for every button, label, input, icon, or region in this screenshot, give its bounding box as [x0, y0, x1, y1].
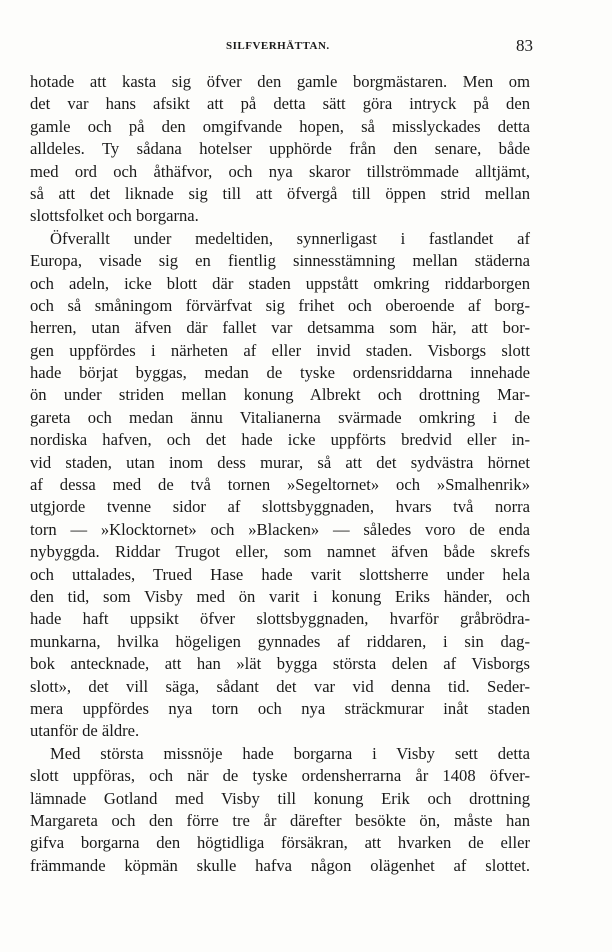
text-line: med ord och åthäfvor, och nya skaror tillströmmade alltjämt, — [30, 161, 530, 181]
text-line: slott», det vill säga, sådant det var vid denna tid. Seder- — [30, 676, 530, 696]
body-text — [30, 71, 530, 877]
text-line: gifva borgarna den högtidliga försäkran, att hvarken de eller — [30, 833, 530, 853]
text-line: hade haft uppsikt öfver slottsbyggnaden, hvarför gråbrödra- — [30, 609, 530, 629]
running-title: SILFVERHÄTTAN. — [226, 40, 330, 52]
text-line: nordiska hafven, och det hade icke uppförts bredvid eller in- — [30, 430, 530, 450]
text-line: vid staden, utan inom dess murar, så att det sydvästra hörnet — [30, 452, 530, 472]
text-line: gareta och medan ännu Vitalianerna svärmade omkring i de — [30, 407, 530, 427]
text-line: Öfverallt under medeltiden, synnerligast i fastlandet af — [50, 228, 530, 248]
text-line: Margareta och den förre tre år därefter besökte ön, måste han — [30, 810, 530, 830]
text-line: ön under striden mellan konung Albrekt och drottning Mar- — [30, 385, 530, 405]
text-line: hade börjat byggas, medan de tyske ordensriddarna innehade — [30, 363, 530, 383]
text-line: bok antecknade, att han »lät bygga största delen af Visborgs — [30, 654, 530, 674]
page-header — [30, 36, 533, 58]
text-line: alldeles. Ty sådana hotelser upphörde från den senare, både — [30, 139, 530, 159]
text-line: af dessa med de två tornen »Segeltornet» och »Smalhenrik» — [30, 475, 530, 495]
text-line: främmande köpmän skulle hafva någon olägenhet af slottet. — [30, 855, 530, 875]
text-line: Europa, visade sig en fientlig sinnesstämning mellan städerna — [30, 251, 530, 271]
text-line: slott uppföras, och när de tyske ordensherrarna år 1408 öfver- — [30, 766, 530, 786]
text-line: Med största missnöje hade borgarna i Visby sett detta — [50, 743, 530, 763]
text-line: så att det liknade sig till att öfvergå till öppen strid mellan — [30, 183, 530, 203]
text-line: gamle och på den omgifvande hopen, så misslyckades detta — [30, 116, 530, 136]
text-line: nybyggda. Riddar Trugot eller, som namnet äfven både skrefs — [30, 542, 530, 562]
text-line: och adeln, icke blott där staden uppstått omkring riddarborgen — [30, 273, 530, 293]
text-line: herren, utan äfven där fallet var detsamma som här, att bor- — [30, 318, 530, 338]
text-line: torn — »Klocktornet» och »Blacken» — således voro de enda — [30, 519, 530, 539]
text-line: och uttalades, Trued Hase hade varit slottsherre under hela — [30, 564, 530, 584]
text-line: utgjorde tvenne sidor af slottsbyggnaden, hvars två norra — [30, 497, 530, 517]
text-line: det var hans afsikt att på detta sätt göra intryck på den — [30, 94, 530, 114]
text-line: gen uppfördes i närheten af eller invid staden. Visborgs slott — [30, 340, 530, 360]
text-line: slottsfolket och borgarna. — [30, 206, 199, 226]
text-line: den tid, som Visby med ön varit i konung Eriks händer, och — [30, 586, 530, 606]
text-line: mera uppfördes nya torn och nya sträckmurar inåt staden — [30, 698, 530, 718]
text-line: munkarna, hvilka högeligen gynnades af riddaren, i sin dag- — [30, 631, 530, 651]
text-line: och så småningom förvärfvat sig frihet och oberoende af borg- — [30, 295, 530, 315]
page-number: 83 — [516, 36, 533, 55]
text-line: utanför de äldre. — [30, 721, 140, 741]
text-line: hotade att kasta sig öfver den gamle borgmästaren. Men om — [30, 72, 530, 91]
text-line: lämnade Gotland med Visby till konung Erik och drottning — [30, 788, 530, 808]
